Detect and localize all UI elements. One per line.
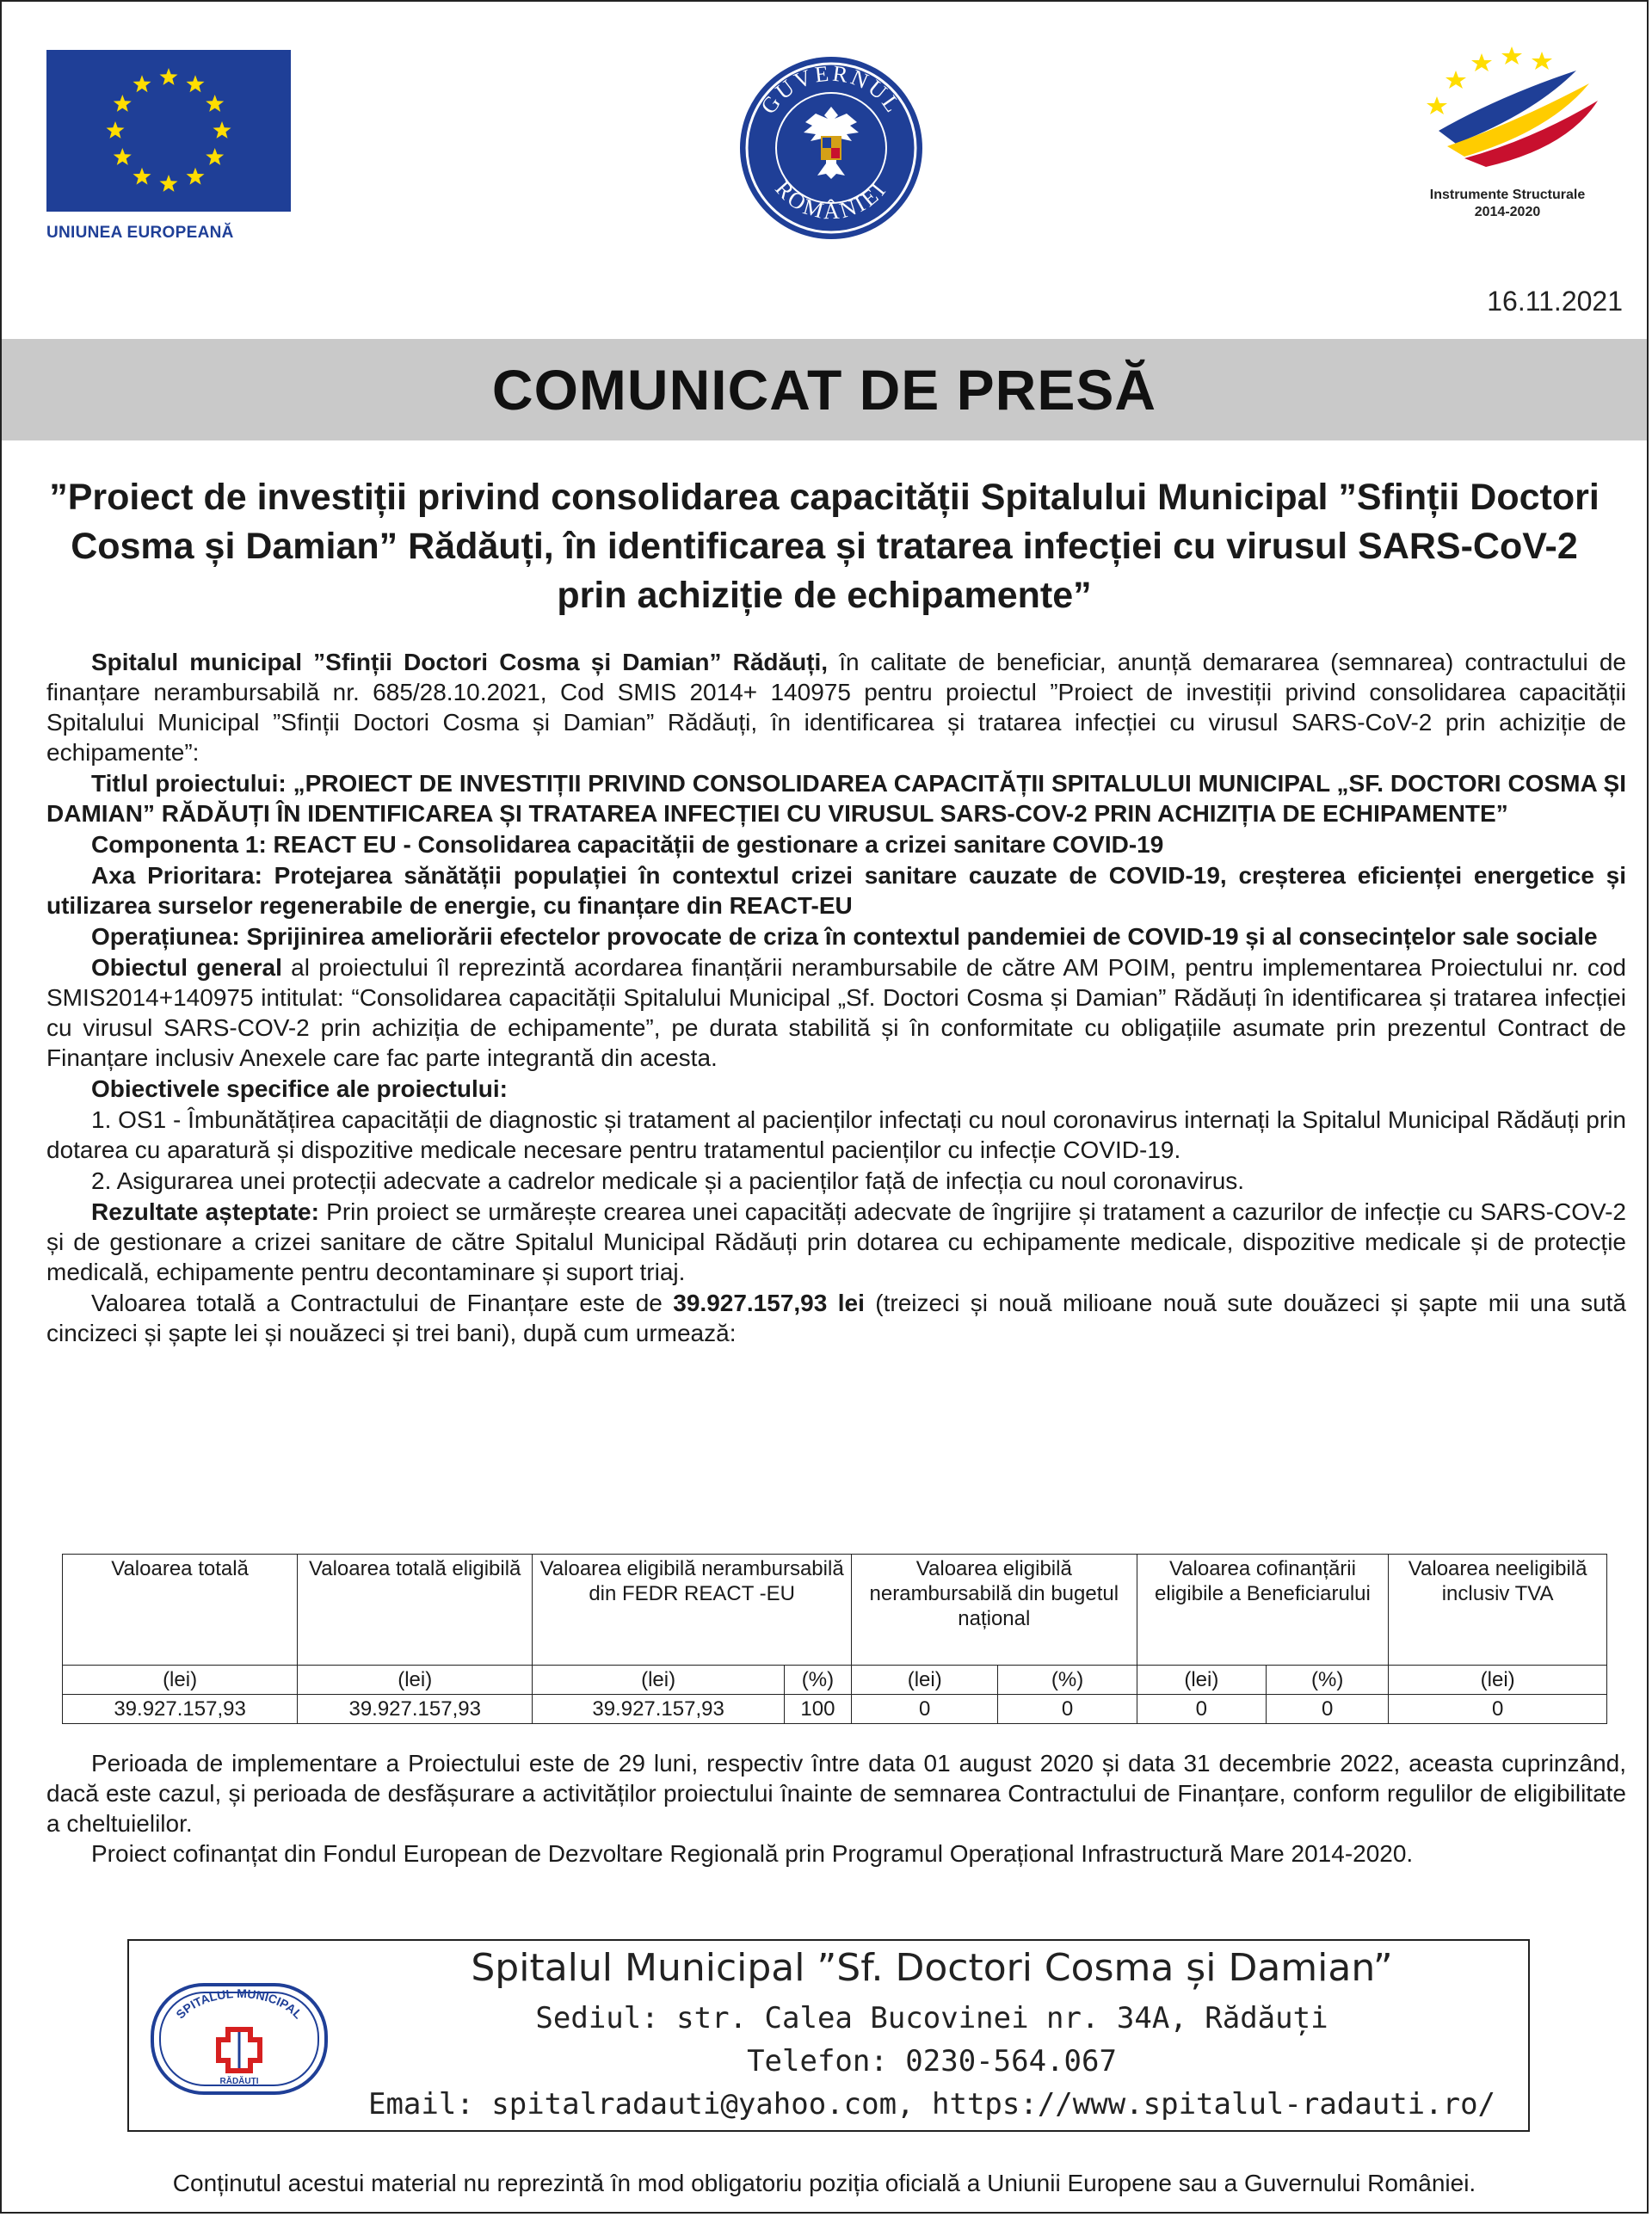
government-seal-logo	[737, 53, 926, 243]
table-units-row	[63, 1666, 1607, 1695]
paragraph-specific-objectives-heading: Obiectivele specifice ale proiectului:	[91, 1075, 508, 1102]
paragraph-objective-2: 2. Asigurarea unei protecții adecvate a cadrelor medicale și a pacienților față de infecția cu noul coronavirus.	[91, 1167, 1245, 1194]
paragraph-total-value: Valoarea totală a Contractului de Finanțare este de 39.927.157,93 lei (treizeci și nouă milioane nouă sute douăzeci și șapte mii una sută cincizeci și șapte lei și nouăzeci și trei bani), după cum urmează:	[46, 1290, 1626, 1346]
closing-text	[46, 1748, 1626, 1869]
table-cell: (lei)	[533, 1666, 785, 1695]
table-header: Valoarea totală eligibilă	[298, 1555, 533, 1666]
table-header: Valoarea eligibilă nerambursabilă din bugetul național	[851, 1555, 1137, 1666]
hospital-address: Sediul: str. Calea Bucovinei nr. 34A, Rădăuți	[535, 2001, 1328, 2035]
structural-instruments-label: Instrumente Structurale 2014-2020	[1429, 188, 1586, 219]
table-values-row	[63, 1695, 1607, 1724]
table-cell: 0	[1267, 1695, 1389, 1724]
release-date: 16.11.2021	[1487, 286, 1623, 317]
paragraph-objective-1: 1. OS1 - Îmbunătățirea capacității de diagnostic și tratament al pacienților infectați cu noul coronavirus internați la Spitalul Municipal Rădăuți prin dotarea cu aparatură și dispozitive medicale necesare pentru tratamentul pacienților cu infecție COVID-19.	[46, 1106, 1626, 1163]
table-cell: 39.927.157,93	[63, 1695, 298, 1724]
table-cell: (%)	[784, 1666, 851, 1695]
hospital-email-website: Email: spitalradauti@yahoo.com, https://www.spitalul-radauti.ro/	[367, 2087, 1496, 2122]
paragraph-project-title: Titlul proiectului: „PROIECT DE INVESTIȚII PRIVIND CONSOLIDAREA CAPACITĂȚII SPITALULUI MUNICIPAL „SF. DOCTORI COSMA ȘI DAMIAN” RĂDĂUȚI ÎN IDENTIFICAREA ȘI TRATAREA INFECȚIEI CU VIRUSUL SARS-COV-2 PRIN ACHIZIȚIA DE ECHIPAMENTE”	[46, 770, 1626, 827]
eu-label: UNIUNEA EUROPEANĂ	[46, 224, 234, 242]
eu-flag-icon	[46, 50, 291, 212]
table-cell: (lei)	[1389, 1666, 1607, 1695]
paragraph-operation: Operațiunea: Sprijinirea ameliorării efectelor provocate de criza în contextul pandemiei de COVID-19 și al consecințelor sale sociale	[91, 923, 1598, 950]
hospital-logo-bottom-text: RĂDĂUȚI	[219, 2077, 259, 2086]
table-cell: 0	[851, 1695, 997, 1724]
structural-instruments-logo	[1404, 36, 1611, 221]
eu-star-icon	[206, 148, 224, 165]
eu-star-icon	[187, 75, 205, 92]
table-cell: 39.927.157,93	[533, 1695, 785, 1724]
eu-star-icon	[160, 68, 178, 85]
eu-star-icon	[133, 75, 151, 92]
paragraph-component: Componenta 1: REACT EU - Consolidarea capacității de gestionare a crizei sanitare COVID-19	[91, 831, 1164, 858]
eu-star-icon	[107, 121, 125, 139]
table-cell: (lei)	[851, 1666, 997, 1695]
table-cell: 39.927.157,93	[298, 1695, 533, 1724]
hospital-phone: Telefon: 0230-564.067	[747, 2044, 1117, 2078]
paragraph-beneficiary: Spitalul municipal ”Sfinții Doctori Cosma și Damian” Rădăuți, în calitate de beneficiar, anunță demararea (semnarea) contractului de finanțare nerambursabilă nr. 685/28.10.2021, Cod SMIS 2014+ 140975 pentru proiectul ”Proiect de investiții privind consolidarea capacității Spitalului Municipal ”Sfinții Doctori Cosma și Damian” Rădăuți, în identificarea și tratarea infecției cu virusul SARS-CoV-2 prin achiziție de echipamente”:	[46, 649, 1626, 766]
table-header: Valoarea totală	[63, 1555, 298, 1666]
table-cell: 0	[1137, 1695, 1266, 1724]
table-cell: (lei)	[1137, 1666, 1266, 1695]
hospital-logo	[150, 1982, 329, 2096]
table-header-row	[63, 1555, 1607, 1666]
table-header: Valoarea cofinanțării eligibile a Beneficiarului	[1137, 1555, 1389, 1666]
press-body	[46, 647, 1626, 1349]
table-cell: (lei)	[63, 1666, 298, 1695]
table-cell: (%)	[1267, 1666, 1389, 1695]
gov-seal-top-text: GUVERNUL	[755, 60, 907, 119]
eu-star-icon	[213, 121, 231, 139]
page-title: COMUNICAT DE PRESĂ	[491, 358, 1157, 422]
table-cell: 0	[998, 1695, 1137, 1724]
contact-box	[127, 1939, 1530, 2132]
hospital-logo-top-text: SPITALUL MUNICIPAL	[173, 1986, 305, 2022]
paragraph-cofinancing: Proiect cofinanțat din Fondul European de Dezvoltare Regională prin Programul Operațional Infrastructură Mare 2014-2020.	[91, 1840, 1414, 1867]
eu-star-icon	[206, 95, 224, 112]
paragraph-expected-results: Rezultate așteptate: Prin proiect se urmărește crearea unei capacități adecvate de îngrijire și tratament a cazurilor de infecție cu SARS-COV-2 și de gestionare a crizei sanitare de către Spitalul Municipal Rădăuți prin dotarea cu echipamente medicale, dispozitive medicale și de protecție medicală, echipamente pentru decontaminare și suport triaj.	[46, 1198, 1626, 1285]
eu-star-icon	[133, 168, 151, 185]
eu-star-icon	[187, 168, 205, 185]
disclaimer: Conținutul acestui material nu reprezintă în mod obligatoriu poziția oficială a Uniunii Europene sau a Guvernului României.	[172, 2170, 1476, 2196]
project-subtitle: ”Proiect de investiții privind consolidarea capacității Spitalului Municipal ”Sfinții Doctori Cosma și Damian” Rădăuți, în identificarea și tratarea infecției cu virusul SARS-CoV-2 prin achiziție de echipamente”	[49, 477, 1600, 616]
table-header: Valoarea neeligibilă inclusiv TVA	[1389, 1555, 1607, 1666]
table-header: Valoarea eligibilă nerambursabilă din FEDR REACT -EU	[533, 1555, 852, 1666]
table-cell: 0	[1389, 1695, 1607, 1724]
paragraph-implementation-period: Perioada de implementare a Proiectului este de 29 luni, respectiv între data 01 august 2020 și data 31 decembrie 2022, aceasta cuprinzând, dacă este cazul, și perioada de desfășurare a activităților proiectului înainte de semnarea Contractului de Finanțare, conform regulilor de eligibilitate a cheltuielilor.	[46, 1750, 1626, 1837]
structural-instruments-icon	[1404, 36, 1611, 182]
table-cell: (lei)	[298, 1666, 533, 1695]
paragraph-general-objective: Obiectul general al proiectului îl reprezintă acordarea finanțării nerambursabile de către AM POIM, pentru implementarea Proiectului nr. cod SMIS2014+140975 intitulat: “Consolidarea capacității Spitalului Municipal „Sf. Doctori Cosma și Damian” Rădăuți în identificarea și tratarea infecției cu virusul SARS-COV-2 prin achiziția de echipamente”, pe durata stabilită și în conformitate cu obligațiile asumate prin prezentul Contract de Finanțare inclusiv Anexele care fac parte integrantă din acesta.	[46, 954, 1626, 1071]
eu-star-icon	[114, 148, 132, 165]
financing-table	[62, 1554, 1607, 1724]
paragraph-priority-axis: Axa Prioritara: Protejarea sănătății populației în contextul crizei sanitare cauzate de COVID-19, creșterea eficienței energetice și utilizarea surselor regenerabile de energie, cu finanțare din REACT-EU	[46, 862, 1626, 919]
table-cell: (%)	[998, 1666, 1137, 1695]
gov-seal-bottom-text: ROMÂNIEI	[770, 176, 892, 225]
title-band	[2, 339, 1647, 440]
eu-logo	[46, 50, 291, 243]
table-cell: 100	[784, 1695, 851, 1724]
hospital-name: Spitalul Municipal ”Sf. Doctori Cosma și Damian”	[471, 1946, 1393, 1990]
eu-star-icon	[160, 175, 178, 192]
eu-star-icon	[114, 95, 132, 112]
